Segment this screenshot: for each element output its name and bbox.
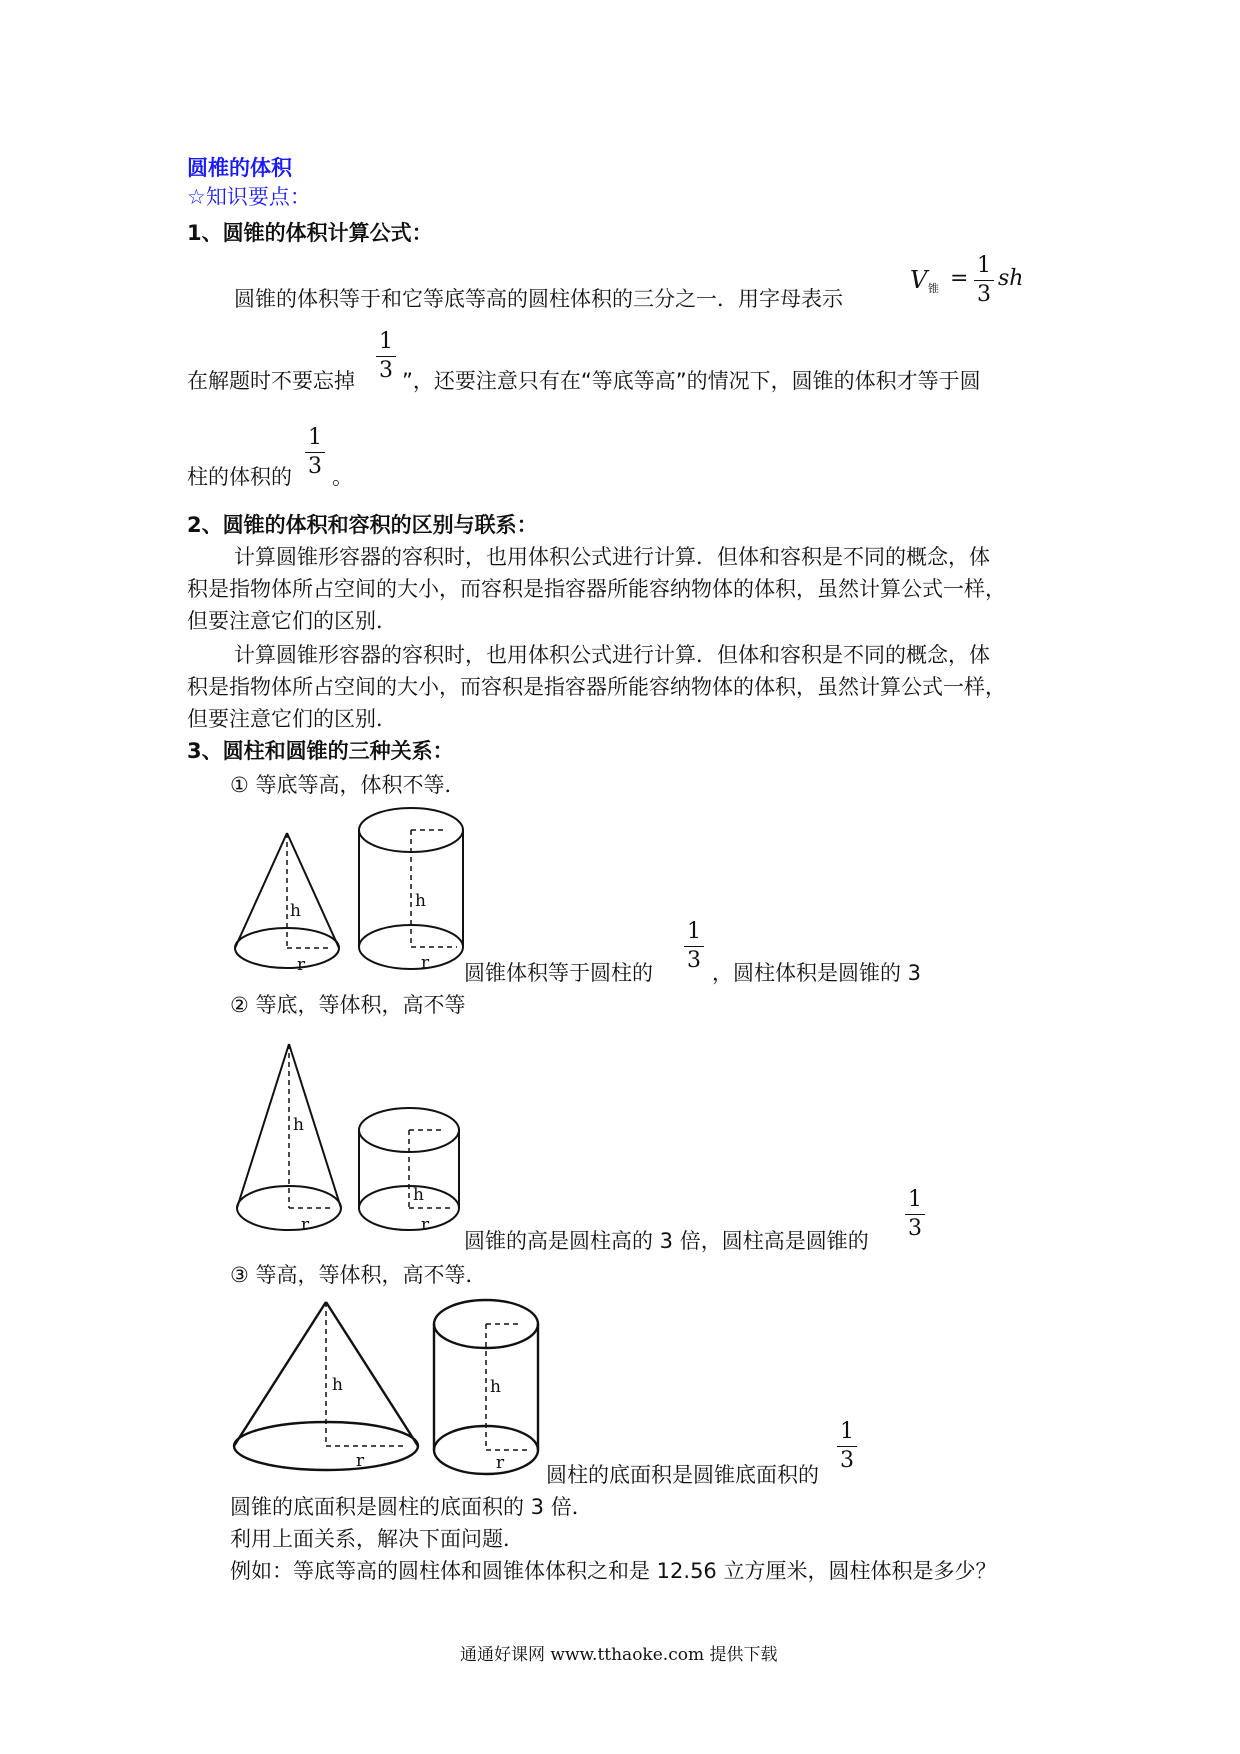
footer: 通通好课网 www.tthaoke.com 提供下载 <box>460 1645 778 1665</box>
s2-p2-line2: 积是指物体所占空间的大小，而容积是指容器所能容纳物体的体积，虽然计算公式一样， <box>187 675 1006 699</box>
caption-2: 圆锥的高是圆柱高的 3 倍，圆柱高是圆锥的 <box>464 1229 869 1253</box>
relation-1: ① 等底等高，体积不等． <box>230 773 466 797</box>
s2-p2-line3: 但要注意它们的区别． <box>187 707 397 731</box>
s1-line1: 圆锥的体积等于和它等底等高的圆柱体积的三分之一．用字母表示 <box>234 287 843 311</box>
s2-p1-line1: 计算圆锥形容器的容积时，也用体积公式进行计算．但体和容积是不同的概念，体 <box>234 545 990 569</box>
s2-p2-line1: 计算圆锥形容器的容积时，也用体积公式进行计算．但体和容积是不同的概念，体 <box>234 643 990 667</box>
label-h: h <box>413 1185 424 1205</box>
s1-line2-post: ”，还要注意只有在“等底等高”的情况下，圆锥的体积才等于圆 <box>402 369 981 393</box>
fraction-one-third: 1 3 <box>904 1188 926 1241</box>
label-h: h <box>415 891 426 911</box>
line-use-relations: 利用上面关系，解决下面问题． <box>230 1527 524 1551</box>
label-r: r <box>496 1453 505 1473</box>
s1-line2-pre: 在解题时不要忘掉 <box>187 369 355 393</box>
label-h: h <box>332 1375 343 1395</box>
cone-1 <box>235 833 339 968</box>
cylinder-3 <box>434 1300 538 1474</box>
label-h: h <box>290 901 301 921</box>
relation-2: ② 等底，等体积，高不等 <box>230 993 466 1017</box>
figure-2-cone-cylinder <box>225 1030 475 1240</box>
caption-3: 圆柱的底面积是圆锥底面积的 <box>546 1463 819 1487</box>
relation-3: ③ 等高，等体积，高不等． <box>230 1263 487 1287</box>
caption-1-post: ，圆柱体积是圆锥的 3 <box>712 961 922 985</box>
page-title: 圆椎的体积 <box>187 156 292 180</box>
s1-line3-post: 。 <box>332 465 353 489</box>
figure-1-cone-cylinder <box>225 800 475 980</box>
fraction-one-third: 1 3 <box>304 426 326 479</box>
line-base-area: 圆锥的底面积是圆柱的底面积的 3 倍． <box>230 1495 593 1519</box>
s2-p1-line3: 但要注意它们的区别． <box>187 609 397 633</box>
section-3-heading: 3、圆柱和圆锥的三种关系： <box>187 739 454 763</box>
label-r: r <box>421 953 430 973</box>
label-r: r <box>421 1215 430 1235</box>
section-2-heading: 2、圆锥的体积和容积的区别与联系： <box>187 513 538 537</box>
section-1-heading: 1、圆锥的体积计算公式： <box>187 221 433 245</box>
knowledge-heading: ☆知识要点： <box>187 185 311 209</box>
cone-3 <box>234 1302 418 1470</box>
s2-p1-line2: 积是指物体所占空间的大小，而容积是指容器所能容纳物体的体积，虽然计算公式一样， <box>187 577 1006 601</box>
formula-fraction: 1 3 <box>973 254 995 307</box>
fraction-one-third: 1 3 <box>375 330 397 383</box>
line-example: 例如：等底等高的圆柱体和圆锥体体积之和是 12.56 立方厘米，圆柱体积是多少？ <box>230 1559 997 1583</box>
label-r: r <box>297 955 306 975</box>
cone-2 <box>237 1044 341 1230</box>
cylinder-1 <box>359 808 463 969</box>
figure-3-cone-cylinder <box>230 1290 550 1480</box>
label-h: h <box>293 1115 304 1135</box>
label-h: h <box>490 1377 501 1397</box>
volume-formula: V 锥 = 1 3 sh <box>910 253 1024 307</box>
fraction-one-third: 1 3 <box>683 920 705 973</box>
label-r: r <box>301 1215 310 1235</box>
fraction-one-third: 1 3 <box>836 1420 858 1473</box>
s1-line3-pre: 柱的体积的 <box>187 465 292 489</box>
caption-1-pre: 圆锥体积等于圆柱的 <box>464 961 653 985</box>
cylinder-2 <box>359 1108 459 1230</box>
label-r: r <box>356 1451 365 1471</box>
